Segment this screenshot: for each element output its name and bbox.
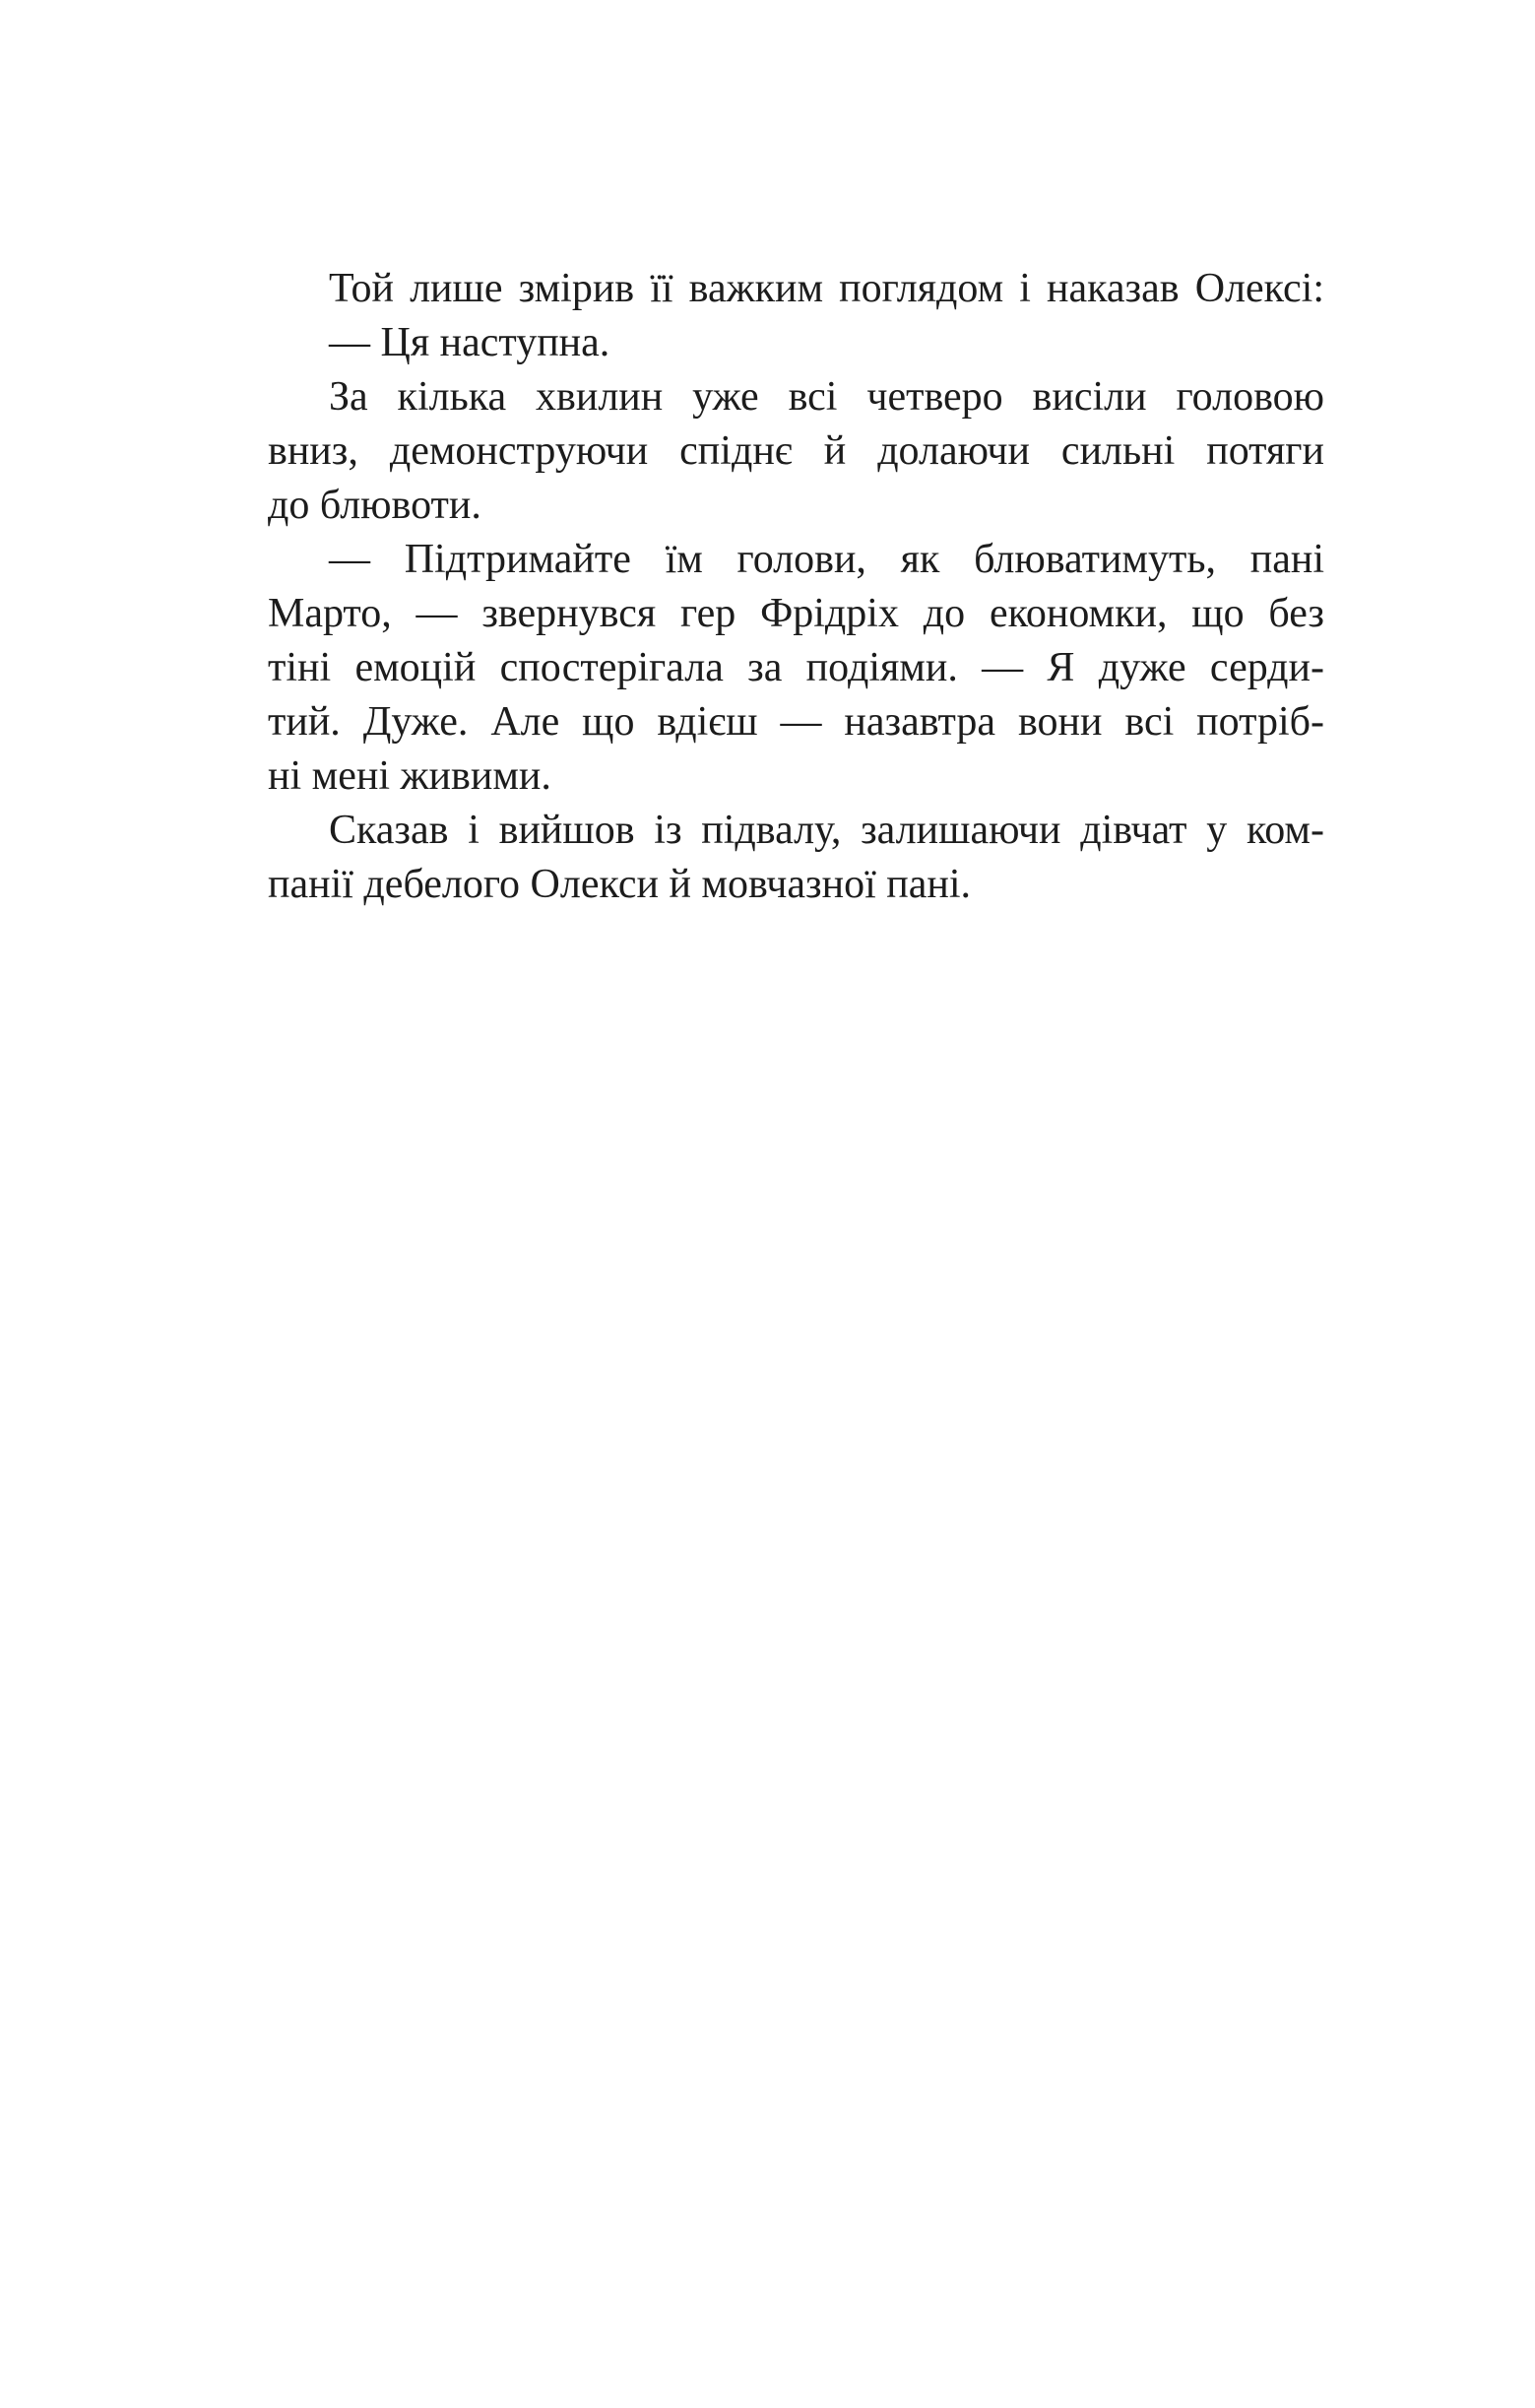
text-line: — Підтримайте їм голови, як блюватимуть, пані bbox=[329, 537, 1324, 582]
body-text bbox=[268, 262, 1324, 912]
text-line: ні мені живими. bbox=[268, 753, 551, 799]
text-line: тіні емоцій спостерігала за подіями. — Я дуже серди- bbox=[268, 645, 1324, 690]
text-line: За кілька хвилин уже всі четверо висіли головою bbox=[329, 374, 1324, 420]
text-line: Марто, — звернувся гер Фрідріх до економки, що без bbox=[268, 591, 1324, 636]
text-line: панії дебелого Олекси й мовчазної пані. bbox=[268, 862, 971, 907]
text-line: Той лише змірив її важким поглядом і наказав Олексі: bbox=[329, 266, 1324, 311]
text-line: — Ця наступна. bbox=[329, 320, 610, 365]
text-line: вниз, демонструючи спіднє й долаючи сильні потяги bbox=[268, 428, 1324, 474]
text-line: Сказав і вийшов із підвалу, залишаючи дівчат у ком- bbox=[329, 808, 1324, 853]
text-line: до блювоти. bbox=[268, 483, 481, 528]
text-line: тий. Дуже. Але що вдієш — назавтра вони всі потріб- bbox=[268, 699, 1324, 745]
